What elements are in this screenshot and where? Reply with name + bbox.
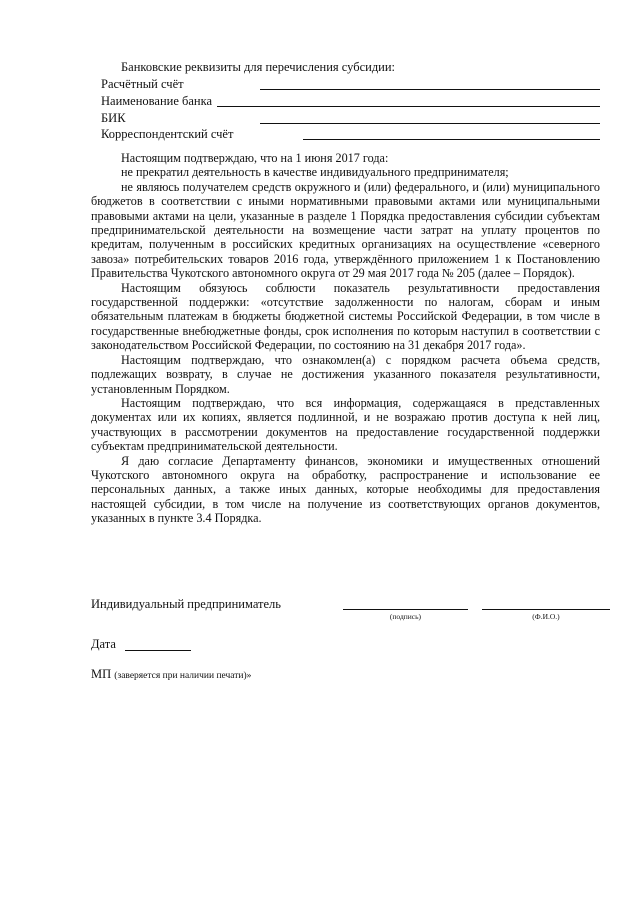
authenticity-paragraph: Настоящим подтверждаю, что вся информация, содержащаяся в представленных документах или их копиях, является подлинной, и не возражаю против доступа к ней лиц, участвующих в рассмотрении документов на предоставление государственной поддержки субъектам предпринимательской деятельности. [91, 395, 600, 454]
full-name-line[interactable] [482, 609, 610, 610]
account-number-line[interactable] [260, 89, 600, 90]
confirmation-item-not-ceased: не прекратил деятельность в качестве индивидуального предпринимателя; [121, 165, 509, 180]
signature-caption: (подпись) [389, 612, 422, 621]
confirmation-intro: Настоящим подтверждаю, что на 1 июня 2017 года: [121, 151, 389, 165]
account-number-row [101, 76, 601, 92]
signature-title: Индивидуальный предприниматель [91, 597, 281, 611]
bik-label: БИК [101, 111, 126, 125]
bank-name-label: Наименование банка [101, 94, 213, 108]
date-label: Дата [91, 637, 116, 651]
refund-paragraph: Настоящим подтверждаю, что ознакомлен(а) с порядком расчета объема средств, подлежащих возврату, в случае не достижения указанного показателя результативности, установленным Порядком. [91, 352, 600, 396]
signature-line[interactable] [343, 609, 468, 610]
correspondent-account-label: Корреспондентский счёт [101, 127, 234, 141]
date-line[interactable] [125, 650, 191, 651]
full-name-caption: (Ф.И.О.) [532, 612, 560, 621]
correspondent-account-line[interactable] [303, 139, 600, 140]
obligation-paragraph: Настоящим обязуюсь соблюсти показатель результативности предоставления государственной поддержки: «отсутствие задолженности по налогам, сборам и иным обязательным платежам в бюджеты бюджетной системы Российской Федерации, в том числе в государственные внебюджетные фонды, срок исполнения по которым наступил в соответствии с законодательством Российской Федерации, по состоянию на 31 декабря 2017 года». [91, 280, 600, 353]
confirmation-text [91, 151, 600, 526]
bik-row [101, 110, 601, 126]
bank-details-heading: Банковские реквизиты для перечисления субсидии: [121, 60, 396, 74]
bik-line[interactable] [260, 123, 600, 124]
bank-name-row [101, 93, 601, 109]
confirmation-item-not-recipient: не являюсь получателем средств окружного и (или) федерального, и (или) муниципального бюджетов в соответствии с иными нормативными правовыми актами или муниципальными правовыми актами на цели, указанные в разделе 1 Порядка предоставления субсидии субъектам предпринимательской деятельности на возмещение части затрат на уплату процентов по кредитам, полученным в российских кредитных организациях на осуществление «северного завоза» потребительских товаров 2016 года, утверждённого приложением 1 к Постановлению Правительства Чукотского автономного округа от 29 мая 2017 года № 205 (далее – Порядок). [91, 179, 600, 281]
account-number-label: Расчётный счёт [101, 77, 184, 91]
stamp-condition: (заверяется при наличии печати)» [114, 671, 252, 681]
consent-paragraph: Я даю согласие Департаменту финансов, экономики и имущественных отношений Чукотского автономного округа на обработку, распространение и использование ее персональных данных, а также иных данных, которые необходимы для предоставления настоящей субсидии, в том числе на получение из соответствующих органов документов, указанных в пункте 3.4 Порядка. [91, 453, 600, 526]
bank-name-line[interactable] [217, 106, 600, 107]
stamp-note [91, 667, 251, 682]
correspondent-account-row [101, 126, 601, 142]
stamp-label: МП [91, 667, 112, 681]
